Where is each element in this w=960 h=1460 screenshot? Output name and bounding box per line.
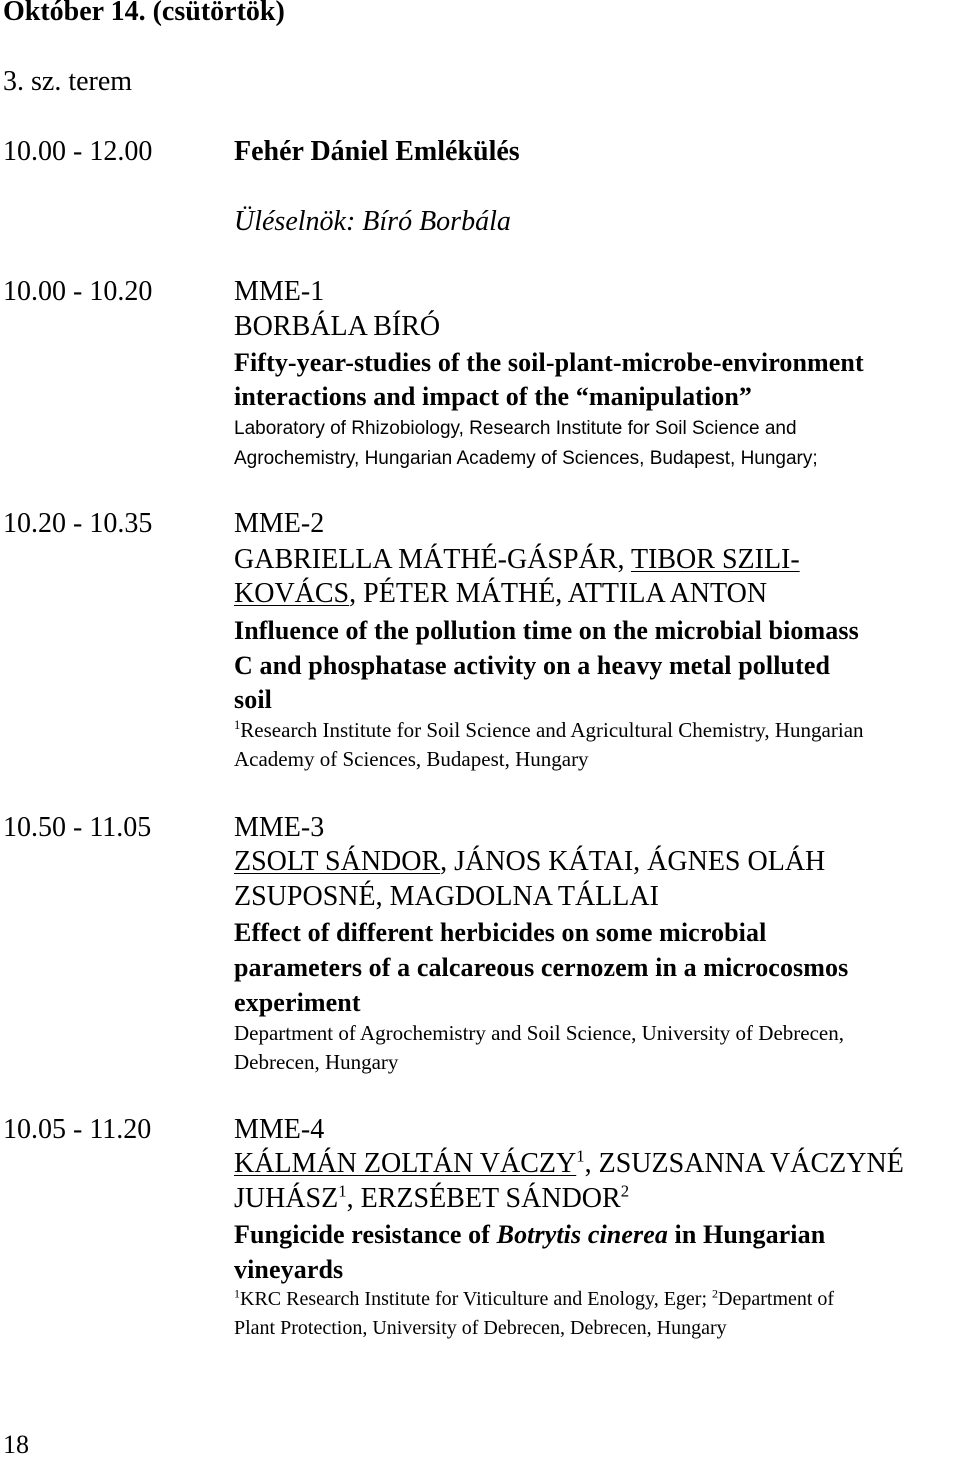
presenting-author: KOVÁCS [234, 578, 350, 609]
session-chair: Üléselnök: Bíró Borbála [234, 206, 511, 237]
author-affiliation-marker: 2 [620, 1181, 630, 1201]
talk-code: MME-1 [234, 276, 325, 307]
talk-title-line: Influence of the pollution time on the microbial biomass [234, 616, 859, 645]
author-name: , JÁNOS KÁTAI, ÁGNES OLÁH [440, 846, 826, 877]
talk-affiliation-line: Agrochemistry, Hungarian Academy of Sciences, Budapest, Hungary; [234, 448, 818, 469]
talk-code: MME-2 [234, 508, 325, 539]
affiliation-marker: 1 [234, 1286, 240, 1301]
talk-code: MME-4 [234, 1114, 325, 1145]
species-name: Botrytis cinerea [496, 1220, 668, 1249]
author-name: , PÉTER MÁTHÉ, ATTILA ANTON [349, 578, 768, 609]
affiliation-text: Department of [718, 1288, 835, 1310]
talk-authors-line [234, 1183, 629, 1215]
author-affiliation-marker: 1 [338, 1181, 347, 1201]
presenting-author: TIBOR SZILI- [630, 544, 800, 575]
talk-affiliation-line: Debrecen, Hungary [234, 1050, 399, 1074]
title-text: Fungicide resistance of [234, 1220, 497, 1249]
affiliation-text: Research Institute for Soil Science and Agricultural Chemistry, Hungarian [240, 718, 864, 742]
header-date: Október 14. (csütörtök) [3, 0, 285, 27]
talk-title-line: vineyards [234, 1255, 344, 1284]
talk-title-line: soil [234, 685, 272, 714]
talk-authors-line [234, 544, 800, 576]
presenting-author: KÁLMÁN ZOLTÁN VÁCZY [234, 1148, 577, 1179]
talk-title-line [234, 1220, 825, 1250]
session-time: 10.00 - 12.00 [3, 136, 153, 167]
talk-authors-line [234, 578, 767, 610]
author-affiliation-marker: 1 [576, 1146, 585, 1166]
author-name: , ZSUZSANNA VÁCZYNÉ [584, 1148, 904, 1179]
affiliation-text: KRC Research Institute for Viticulture and Enology, Eger; [240, 1288, 713, 1310]
talk-title-line: interactions and impact of the “manipulation” [234, 382, 753, 411]
session-title: Fehér Dániel Emlékülés [234, 136, 520, 167]
talk-title-line: Effect of different herbicides on some microbial [234, 918, 767, 947]
talk-title-line: experiment [234, 988, 361, 1017]
talk-time: 10.20 - 10.35 [3, 508, 153, 539]
affiliation-marker: 1 [234, 718, 241, 732]
talk-affiliation-line [234, 1288, 834, 1311]
talk-authors: BORBÁLA BÍRÓ [234, 311, 441, 342]
talk-authors-line: ZSUPOSNÉ, MAGDOLNA TÁLLAI [234, 881, 659, 912]
talk-time: 10.00 - 10.20 [3, 276, 153, 307]
talk-affiliation-line [234, 718, 864, 743]
talk-code: MME-3 [234, 812, 325, 843]
presenting-author: ZSOLT SÁNDOR [234, 846, 441, 877]
talk-title-line: Fifty-year-studies of the soil-plant-microbe-environment [234, 348, 864, 377]
talk-title-line: parameters of a calcareous cernozem in a microcosmos [234, 953, 849, 982]
room-label: 3. sz. terem [3, 66, 133, 97]
author-name: , ERZSÉBET SÁNDOR [346, 1183, 621, 1214]
talk-authors-line [234, 1148, 904, 1180]
talk-affiliation-line: Academy of Sciences, Budapest, Hungary [234, 747, 589, 771]
talk-affiliation-line: Department of Agrochemistry and Soil Science, University of Debrecen, [234, 1021, 844, 1045]
author-name: JUHÁSZ [234, 1183, 339, 1214]
affiliation-marker: 2 [712, 1286, 719, 1301]
talk-title-line: C and phosphatase activity on a heavy metal polluted [234, 651, 831, 680]
talk-time: 10.05 - 11.20 [3, 1114, 152, 1145]
title-text: in Hungarian [667, 1220, 826, 1249]
talk-time: 10.50 - 11.05 [3, 812, 152, 843]
talk-affiliation-line: Plant Protection, University of Debrecen, Debrecen, Hungary [234, 1317, 727, 1339]
talk-affiliation-line: Laboratory of Rhizobiology, Research Institute for Soil Science and [234, 418, 797, 439]
page-number: 18 [3, 1430, 29, 1459]
author-name: GABRIELLA MÁTHÉ-GÁSPÁR, [234, 544, 631, 575]
talk-authors-line [234, 846, 825, 878]
